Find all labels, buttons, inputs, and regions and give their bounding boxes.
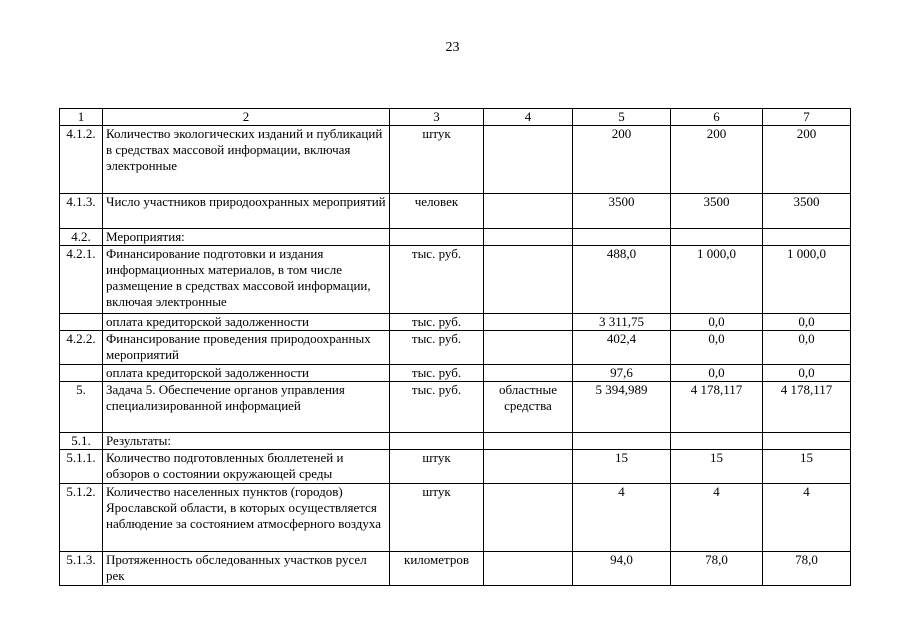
row-number [60,365,103,382]
page-number: 23 [445,40,460,55]
row-number: 5.1.2. [60,484,103,552]
row-unit: тыс. руб. [390,314,484,331]
row-value-5: 3 311,75 [573,314,671,331]
table-row [60,314,851,331]
header-cell: 5 [573,109,671,126]
header-cell: 3 [390,109,484,126]
row-source [484,229,573,246]
table-row [60,382,851,433]
row-description: оплата кредиторской задолженности [103,365,390,382]
row-unit: человек [390,194,484,229]
row-value-6 [671,229,763,246]
row-description: Результаты: [103,433,390,450]
row-source [484,365,573,382]
row-value-6: 3500 [671,194,763,229]
row-value-5: 402,4 [573,331,671,365]
row-number: 5.1. [60,433,103,450]
row-value-7: 15 [763,450,851,484]
table-row [60,229,851,246]
row-value-5: 94,0 [573,552,671,586]
row-value-5: 3500 [573,194,671,229]
row-number: 5.1.3. [60,552,103,586]
row-value-7: 4 [763,484,851,552]
row-source [484,331,573,365]
row-source [484,246,573,314]
row-unit: штук [390,450,484,484]
row-value-7 [763,433,851,450]
row-description: Задача 5. Обеспечение органов управления специализированной информацией [103,382,390,433]
row-source [484,194,573,229]
row-description: Мероприятия: [103,229,390,246]
row-value-5: 4 [573,484,671,552]
header-cell: 7 [763,109,851,126]
row-value-6: 4 178,117 [671,382,763,433]
row-value-6: 0,0 [671,365,763,382]
header-cell: 2 [103,109,390,126]
row-value-6: 0,0 [671,314,763,331]
table-row [60,246,851,314]
row-value-6: 78,0 [671,552,763,586]
row-value-5: 488,0 [573,246,671,314]
row-value-7: 0,0 [763,365,851,382]
row-value-7: 3500 [763,194,851,229]
row-value-5 [573,433,671,450]
row-number: 4.2.1. [60,246,103,314]
row-unit: километров [390,552,484,586]
row-description: Финансирование проведения природоохранных мероприятий [103,331,390,365]
row-value-6: 1 000,0 [671,246,763,314]
row-source [484,552,573,586]
row-value-7: 1 000,0 [763,246,851,314]
row-value-6: 4 [671,484,763,552]
row-number: 5.1.1. [60,450,103,484]
header-cell: 1 [60,109,103,126]
row-description: Число участников природоохранных мероприятий [103,194,390,229]
row-value-6: 15 [671,450,763,484]
row-number [60,314,103,331]
row-value-7: 0,0 [763,314,851,331]
table-row [60,552,851,586]
row-number: 4.2. [60,229,103,246]
row-unit: штук [390,126,484,194]
row-value-5: 97,6 [573,365,671,382]
row-source [484,484,573,552]
row-value-7: 0,0 [763,331,851,365]
table-row [60,450,851,484]
row-number: 4.1.2. [60,126,103,194]
row-description: Протяженность обследованных участков русел рек [103,552,390,586]
row-description: Количество подготовленных бюллетеней и обзоров о состоянии окружающей среды [103,450,390,484]
row-value-5 [573,229,671,246]
row-number: 4.2.2. [60,331,103,365]
row-description: Финансирование подготовки и издания информационных материалов, в том числе размещение в средствах массовой информации, включая электронные [103,246,390,314]
row-value-5: 200 [573,126,671,194]
row-value-7: 200 [763,126,851,194]
header-cell: 4 [484,109,573,126]
row-value-7: 78,0 [763,552,851,586]
row-number: 4.1.3. [60,194,103,229]
row-value-5: 15 [573,450,671,484]
indicators-table [59,108,851,586]
table-row [60,365,851,382]
row-unit [390,229,484,246]
row-value-6: 200 [671,126,763,194]
row-unit [390,433,484,450]
row-unit: тыс. руб. [390,331,484,365]
row-unit: тыс. руб. [390,382,484,433]
table-header-row [60,109,851,126]
row-value-7 [763,229,851,246]
row-value-5: 5 394,989 [573,382,671,433]
row-number: 5. [60,382,103,433]
row-source [484,314,573,331]
table-row [60,433,851,450]
table-row [60,126,851,194]
row-source [484,450,573,484]
row-description: Количество населенных пунктов (городов) Ярославской области, в которых осуществляется наблюдение за состоянием атмосферного воздуха [103,484,390,552]
row-description: оплата кредиторской задолженности [103,314,390,331]
header-cell: 6 [671,109,763,126]
row-source [484,433,573,450]
row-source [484,126,573,194]
row-value-6: 0,0 [671,331,763,365]
table-row [60,194,851,229]
row-unit: штук [390,484,484,552]
row-unit: тыс. руб. [390,246,484,314]
row-value-6 [671,433,763,450]
table-row [60,331,851,365]
row-description: Количество экологических изданий и публикаций в средствах массовой информации, включая электронные [103,126,390,194]
row-source: областные средства [484,382,573,433]
row-unit: тыс. руб. [390,365,484,382]
row-value-7: 4 178,117 [763,382,851,433]
table-row [60,484,851,552]
